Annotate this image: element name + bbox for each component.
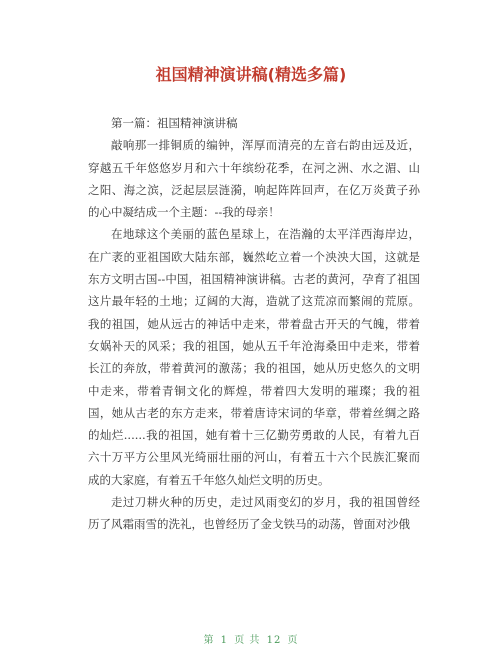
footer-suffix: 页 [287,635,299,646]
document-title: 祖国精神演讲稿(精选多篇) [155,65,347,84]
paragraph-1: 敲响那一排铜质的编钟，浑厚而清亮的左音右韵由远及近，穿越五千年悠悠岁月和六十年缤纷花季，在河之洲、水之湄、山之阳、海之滨，泛起层层涟漪，响起阵阵回声，在亿万炎黄子孙的心中凝结成一个主题：--我的母亲！ [88,138,420,220]
document-body [88,112,420,536]
section-heading: 第一篇：祖国精神演讲稿 [111,116,238,130]
paragraph-2: 在地球这个美丽的蓝色星球上，在浩瀚的太平洋西海岸边，在广袤的亚祖国欧大陆东部，巍然屹立着一个泱泱大国，这就是东方文明古国--中国，祖国精神演讲稿。古老的黄河，孕育了祖国这片最年轻的土地；辽阔的大海，造就了这荒凉而繁闹的荒原。我的祖国，她从远古的神话中走来，带着盘古开天的气魄，带着女娲补天的风采；我的祖国，她从五千年沧海桑田中走来，带着长江的奔放，带着黄河的激荡；我的祖国，她从历史悠久的文明中走来，带着青铜文化的辉煌，带着四大发明的璀璨；我的祖国，她从古老的东方走来，带着唐诗宋词的华章，带着丝绸之路的灿烂......我的祖国，她有着十三亿勤劳勇敢的人民，有着九百六十万平方公里风光绮丽壮丽的河山，有着五十六个民族汇聚而成的大家庭，有着五千年悠久灿烂文明的历史。 [88,227,420,487]
paragraph-3: 走过刀耕火种的历史，走过风雨变幻的岁月，我的祖国曾经历了风霜雨雪的洗礼，也曾经历了金戈铁马的动荡，曾面对沙俄 [88,495,420,532]
footer-total-pages: 12 [266,635,282,646]
footer-current-page: 1 [220,635,229,646]
footer-prefix: 第 [203,635,215,646]
footer-mid: 页 共 [234,635,261,646]
page-footer [0,631,502,646]
